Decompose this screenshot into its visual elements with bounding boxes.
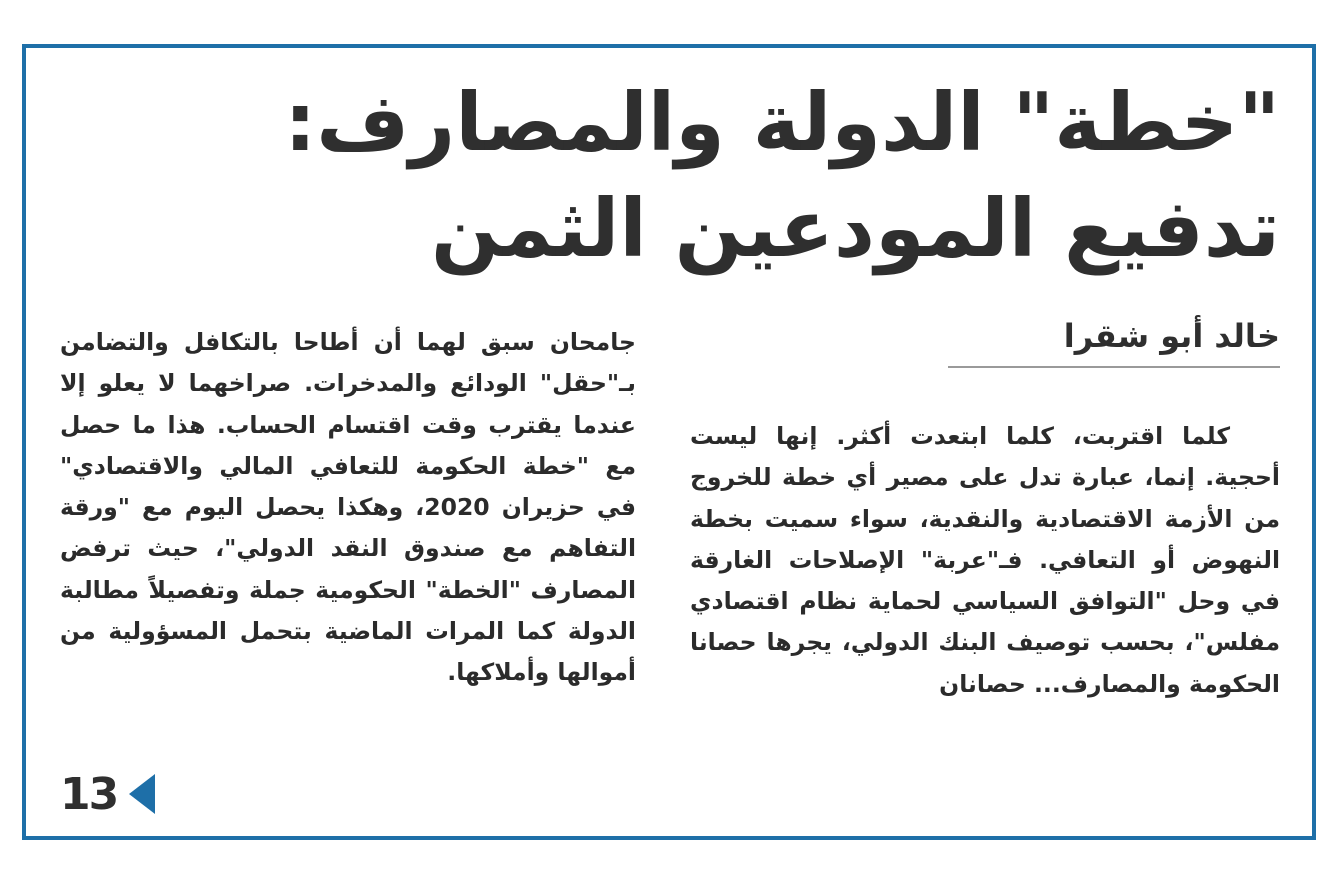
- headline: [60, 70, 1280, 282]
- article-column-right: [690, 416, 1280, 705]
- article-paragraph-right: كلما اقتربت، كلما ابتعدت أكثر. إنها ليست أحجية. إنما، عبارة تدل على مصير أي خطة للخروج من الأزمة الاقتصادية والنقدية، سواء سميت بخطة النهوض أو التعافي. فـ"عربة" الإصلاحات الغارقة في وحل "التوافق السياسي لحماية نظام اقتصادي مفلس"، بحسب توصيف البنك الدولي، يجرها حصانا الحكومة والمصارف... حصانان: [690, 422, 1280, 698]
- article-paragraph-left: جامحان سبق لهما أن أطاحا بالتكافل والتضامن بـ"حقل" الودائع والمدخرات. صراخهما لا يعلو إلا عندما يقترب وقت اقتسام الحساب. هذا ما حصل مع "خطة الحكومة للتعافي المالي والاقتصادي" في حزيران 2020، وهكذا يحصل اليوم مع "ورقة التفاهم مع صندوق النقد الدولي"، حيث ترفض المصارف "الخطة" الحكومية جملة وتفصيلاً مطالبة الدولة كما المرات الماضية بتحمل المسؤولية من أموالها وأملاكها.: [60, 328, 636, 687]
- headline-line-1: "خطة" الدولة والمصارف:: [284, 76, 1280, 169]
- page-marker: [60, 766, 155, 822]
- page-number: 13: [60, 768, 118, 820]
- article-frame: [22, 44, 1316, 840]
- article-column-left: [60, 322, 636, 694]
- author-byline: خالد أبو شقرا: [948, 310, 1280, 368]
- left-arrow-icon: [129, 774, 155, 814]
- headline-line-2: تدفيع المودعين الثمن: [431, 182, 1280, 275]
